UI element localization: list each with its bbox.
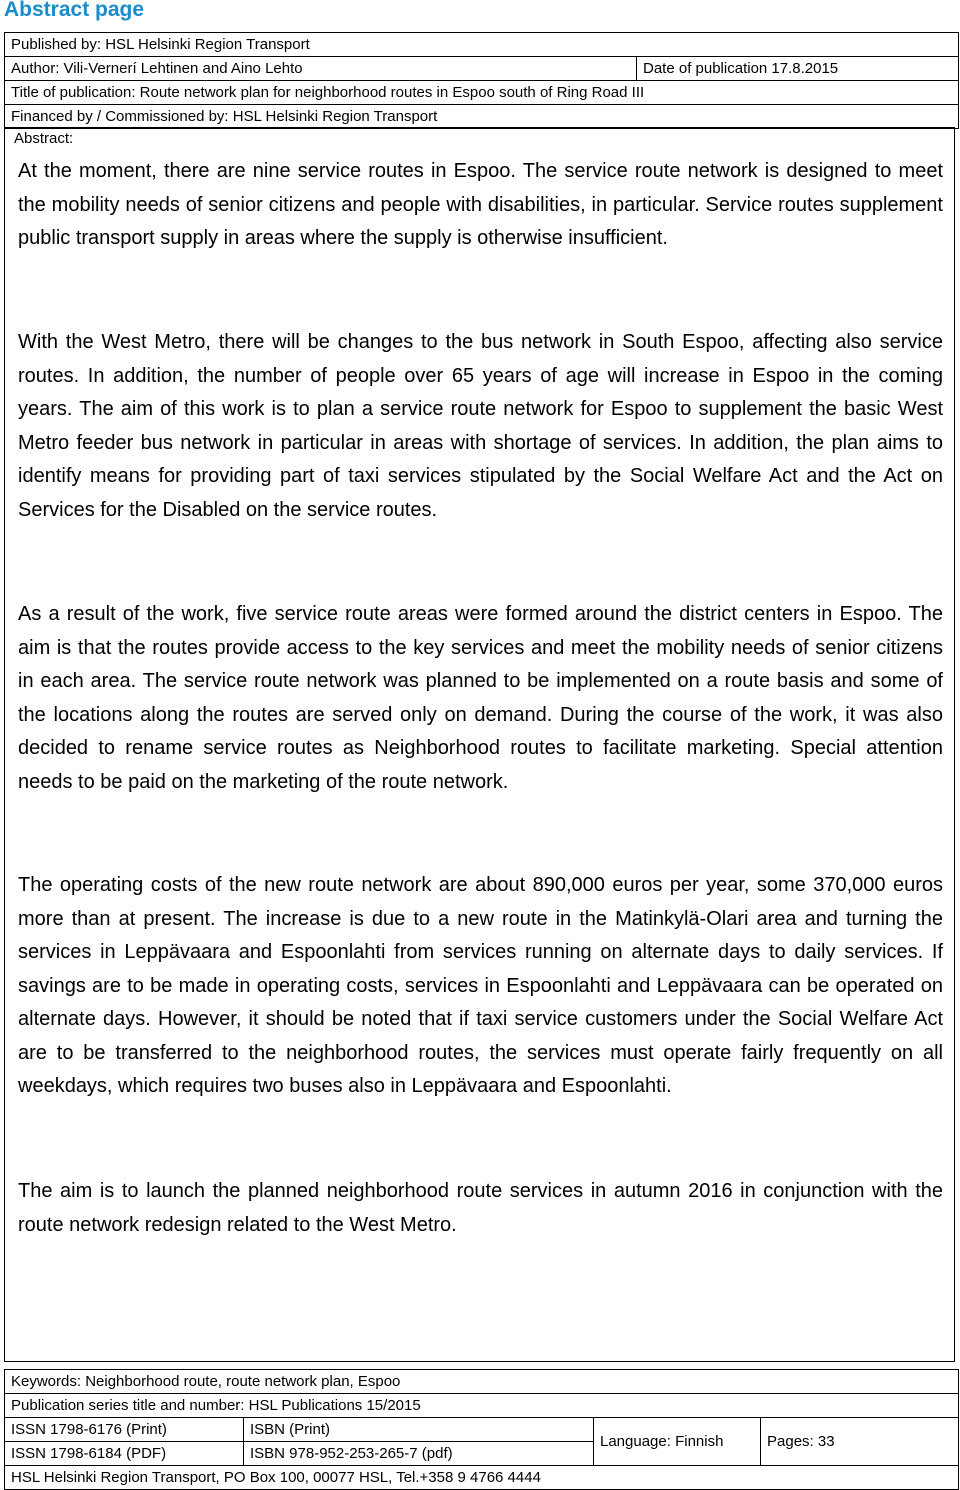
isbn-table (4, 1417, 959, 1466)
page-title: Abstract page (4, 0, 145, 21)
keywords-table (4, 1369, 959, 1394)
issn-print: ISSN 1798-6176 (Print) (5, 1418, 244, 1442)
pages: Pages: 33 (761, 1418, 959, 1466)
series-table (4, 1393, 959, 1418)
publication-meta-table (4, 32, 959, 129)
address-table (4, 1465, 959, 1490)
meta-row-financed (5, 105, 959, 129)
title-of-publication: Title of publication: Route network plan for neighborhood routes in Espoo south of Ring Road III (5, 81, 959, 105)
isbn-pdf: ISBN 978-952-253-265-7 (pdf) (244, 1442, 594, 1466)
meta-row-published (5, 33, 959, 57)
keywords: Keywords: Neighborhood route, route network plan, Espoo (5, 1370, 959, 1394)
author: Author: Vili-Vernerí Lehtinen and Aino Lehto (5, 57, 637, 81)
issn-pdf: ISSN 1798-6184 (PDF) (5, 1442, 244, 1466)
abstract-label: Abstract: (14, 130, 74, 147)
meta-row-author (5, 57, 959, 81)
abstract-paragraph: The aim is to launch the planned neighborhood route services in autumn 2016 in conjunction with the route network redesign related to the West Metro. (18, 1180, 943, 1236)
meta-row-title (5, 81, 959, 105)
language: Language: Finnish (594, 1418, 761, 1466)
abstract-paragraph: With the West Metro, there will be changes to the bus network in South Espoo, affecting also service routes. In addition, the number of people over 65 years of age will increase in Espoo in the coming years. The aim of this work is to plan a service route network for Espoo to supplement the basic West Metro feeder bus network in particular in areas with shortage of services. In addition, the plan aims to identify means for providing part of taxi services stipulated by the Social Welfare Act and the Act on Services for the Disabled on the service routes. (18, 331, 943, 521)
abstract-paragraph: At the moment, there are nine service routes in Espoo. The service route network is designed to meet the mobility needs of senior citizens and people with disabilities, in particular. Service routes supplement public transport supply in areas where the supply is otherwise insufficient. (18, 160, 943, 249)
date-of-publication: Date of publication 17.8.2015 (637, 57, 959, 81)
published-by: Published by: HSL Helsinki Region Transport (5, 33, 959, 57)
financed-by: Financed by / Commissioned by: HSL Helsinki Region Transport (5, 105, 959, 129)
isbn-print: ISBN (Print) (244, 1418, 594, 1442)
publication-series: Publication series title and number: HSL Publications 15/2015 (5, 1394, 959, 1418)
publisher-address: HSL Helsinki Region Transport, PO Box 100, 00077 HSL, Tel.+358 9 4766 4444 (5, 1466, 959, 1490)
abstract-paragraph: The operating costs of the new route network are about 890,000 euros per year, some 370,000 euros more than at present. The increase is due to a new route in the Matinkylä-Olari area and turning the services in Leppävaara and Espoonlahti from services running on alternate days to daily services. If savings are to be made in operating costs, services in Espoonlahti and Leppävaara can be operated on alternate days. However, it should be noted that if taxi service customers under the Social Welfare Act are to be transferred to the neighborhood routes, the services must operate fairly frequently on all weekdays, which requires two buses also in Leppävaara and Espoonlahti. (18, 874, 943, 1097)
abstract-paragraph: As a result of the work, five service route areas were formed around the district centers in Espoo. The aim is that the routes provide access to the key services and meet the mobility needs of senior citizens in each area. The service route network was planned to be implemented on a route basis and some of the locations along the routes are served only on demand. During the course of the work, it was also decided to rename service routes as Neighborhood routes to facilitate marketing. Special attention needs to be paid on the marketing of the route network. (18, 603, 943, 793)
